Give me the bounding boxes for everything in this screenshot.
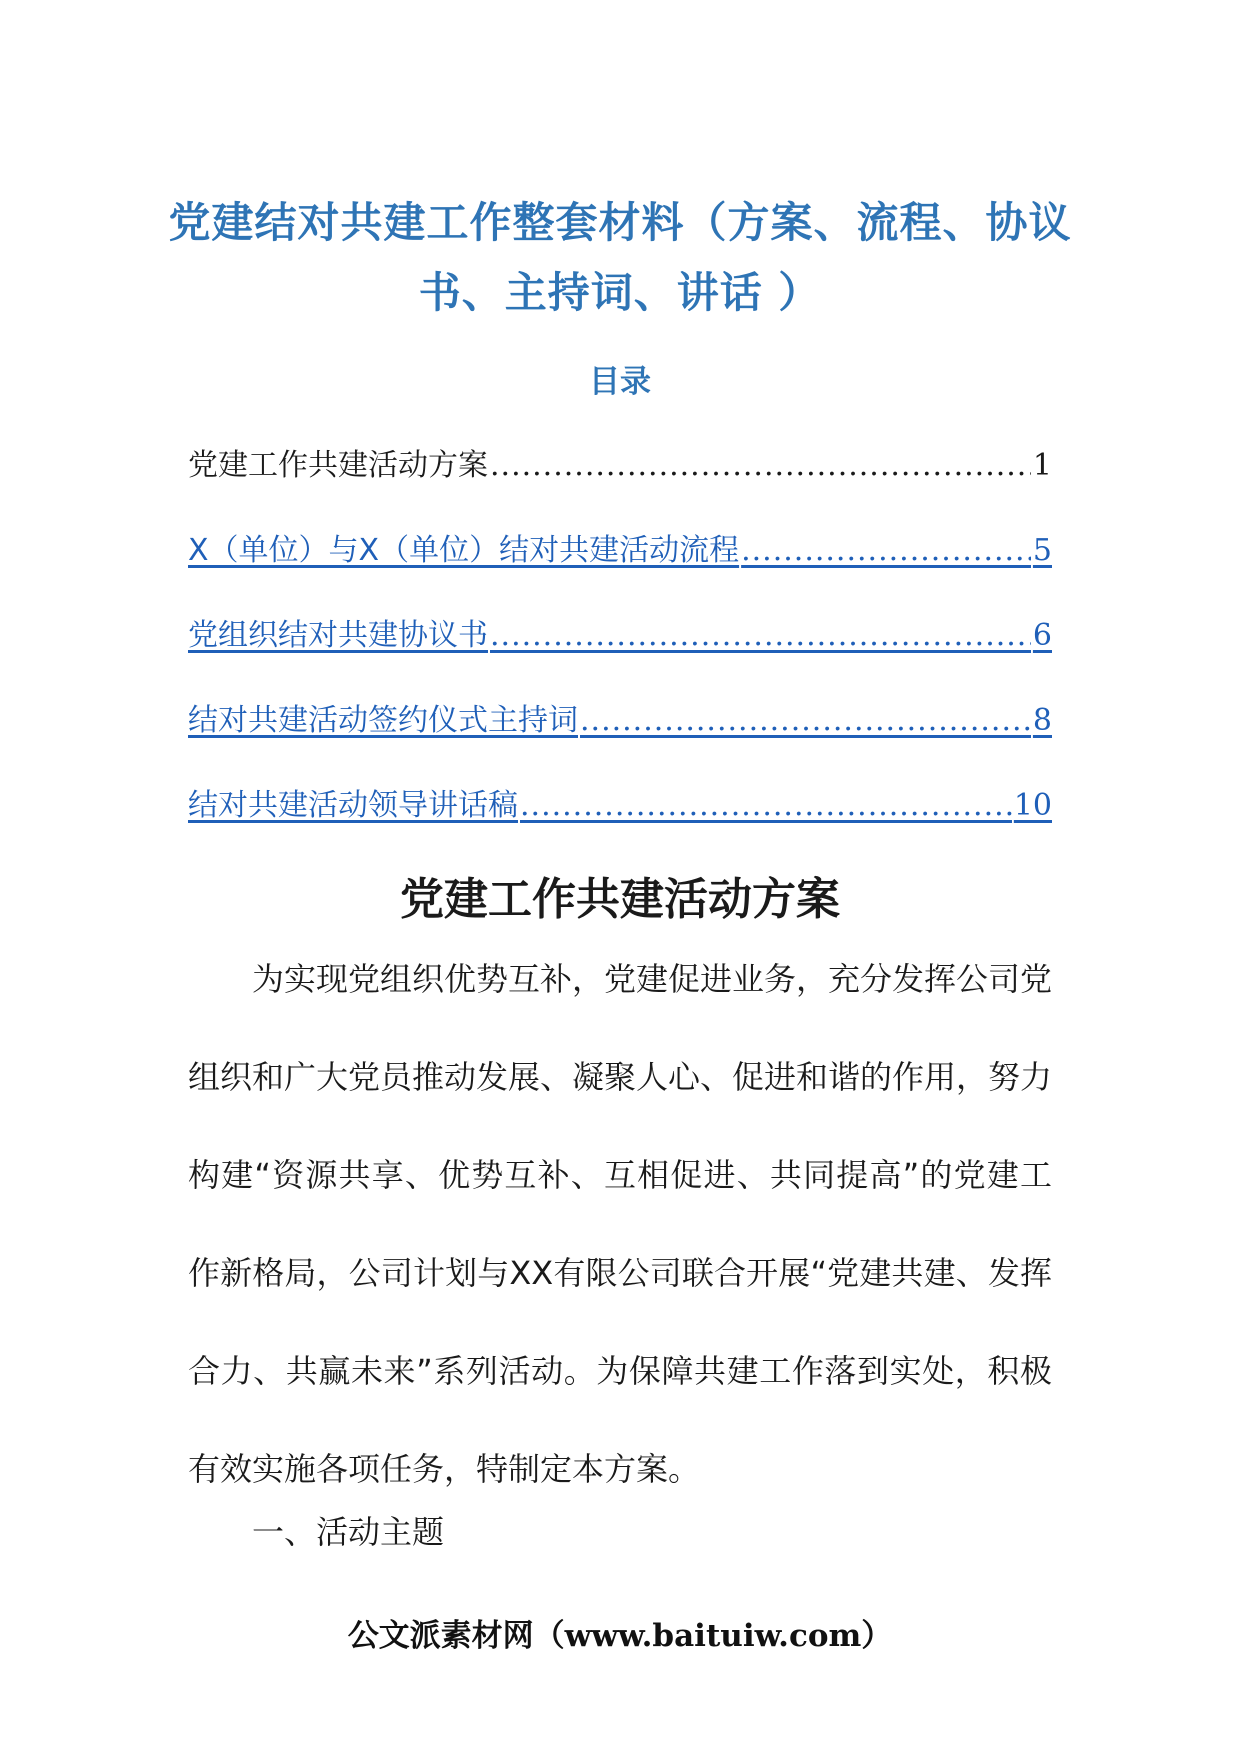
section-subheading: 一、活动主题 (252, 1513, 445, 1551)
section-title: 党建工作共建活动方案 (400, 874, 840, 925)
toc-entry-label: 党组织结对共建协议书 (188, 618, 488, 653)
toc-leader-dots (580, 701, 1031, 741)
toc-entry-link[interactable] (188, 701, 1052, 786)
toc-entry-label: 结对共建活动签约仪式主持词 (188, 703, 578, 738)
toc-entry-link[interactable] (188, 616, 1052, 701)
toc-entry-link[interactable] (188, 531, 1052, 616)
toc-entry-page: 6 (1032, 618, 1052, 653)
toc-entry-page: 8 (1032, 703, 1052, 738)
toc-entry-page: 5 (1032, 533, 1052, 568)
toc-leader-dots (520, 786, 1012, 826)
toc-entry-label: 结对共建活动领导讲话稿 (188, 788, 518, 823)
toc-heading: 目录 (589, 364, 651, 400)
toc-entry-label: X（单位）与X（单位）结对共建活动流程 (188, 533, 740, 568)
toc-entry-link[interactable] (188, 786, 1052, 871)
toc-entry-label: 党建工作共建活动方案 (188, 448, 488, 483)
toc-entry-page: 1 (1032, 448, 1052, 483)
toc-entry-page: 10 (1013, 788, 1052, 823)
toc-leader-dots (490, 616, 1031, 656)
table-of-contents (188, 446, 1052, 871)
toc-leader-dots (490, 446, 1031, 486)
toc-entry[interactable] (188, 446, 1052, 531)
toc-leader-dots (741, 531, 1031, 571)
page-footer: 公文派素材网（www.baituiw.com） (347, 1618, 893, 1654)
document-title: 党建结对共建工作整套材料（方案、流程、协议书、主持词、讲话 ） (168, 198, 1072, 317)
body-paragraph: 为实现党组织优势互补，党建促进业务，充分发挥公司党组织和广大党员推动发展、凝聚人心、促进和谐的作用，努力构建“资源共享、优势互补、互相促进、共同提高”的党建工作新格局，公司计划与XX有限公司联合开展“党建共建、发挥合力、共赢未来”系列活动。为保障共建工作落到实处，积极有效实施各项任务，特制定本方案。 (188, 960, 1053, 1488)
